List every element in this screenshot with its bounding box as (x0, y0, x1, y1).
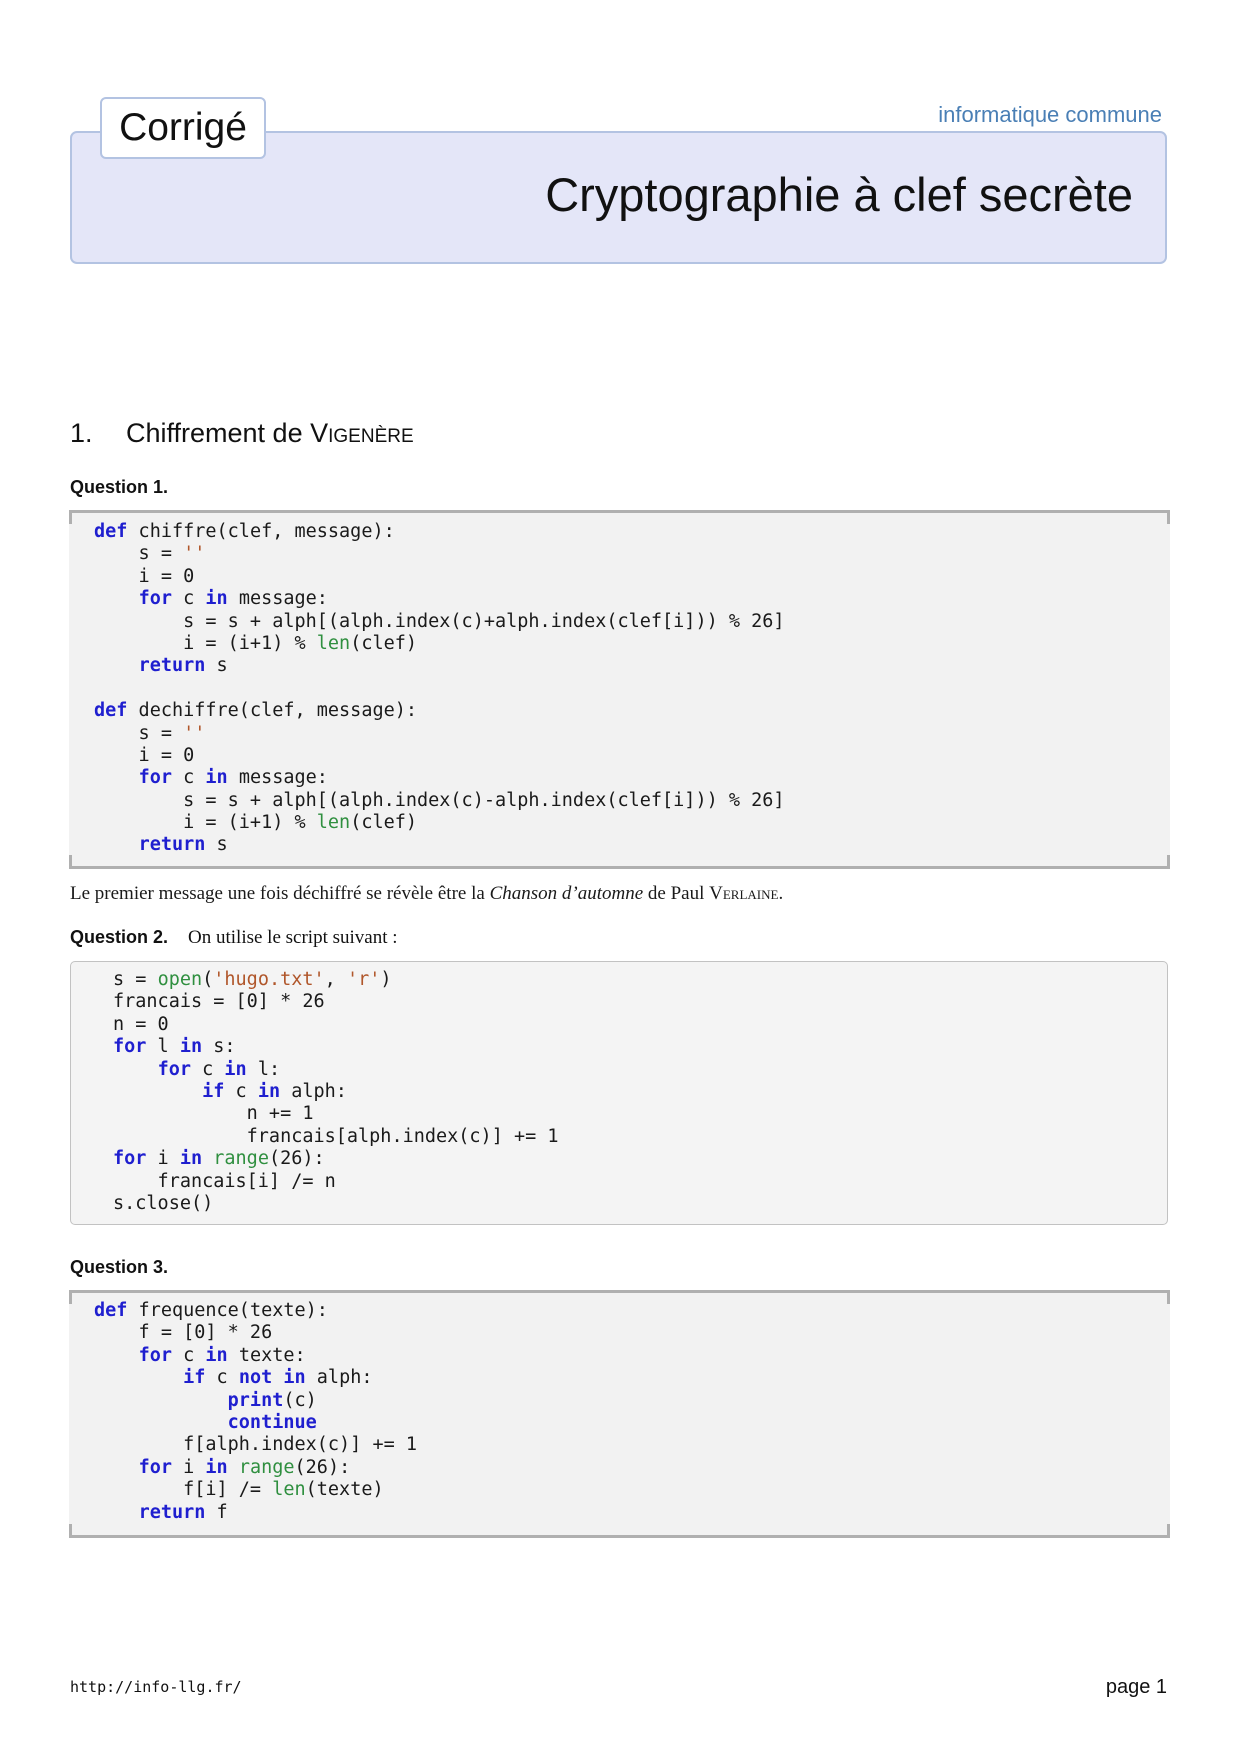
code-text: francais[alph.index(c)] += 1 (113, 1125, 559, 1147)
code-text: i (146, 1148, 180, 1170)
code-text (94, 588, 139, 609)
string-token: 'r' (346, 969, 381, 990)
code-line (94, 767, 1170, 789)
keyword-token: for (138, 1344, 172, 1366)
code-line (94, 678, 1170, 700)
code-text (94, 767, 139, 788)
remark-author: Verlaine (709, 883, 779, 904)
code-text (113, 1059, 158, 1080)
code-text: (texte) (305, 1479, 384, 1501)
code-line (113, 1193, 1167, 1215)
code-text: l: (246, 1058, 281, 1080)
code-text: s.close() (113, 1192, 214, 1214)
code-text: s = s + alph[(alph.index(c)+alph.index(clef[i])) % 26] (94, 610, 785, 632)
code-text: francais = [0] * 26 (113, 991, 325, 1013)
code-line (94, 1367, 1170, 1389)
code-text: (26): (268, 1148, 325, 1170)
keyword-token: for (157, 1058, 191, 1080)
remark-text: . (778, 883, 784, 904)
code-listing-q2 (70, 961, 1168, 1225)
string-token: 'hugo.txt' (213, 969, 325, 990)
code-text: c (171, 1344, 206, 1366)
code-line (94, 812, 1170, 834)
code-line (94, 1457, 1170, 1479)
code-text: message: (227, 588, 328, 610)
code-text: f = [0] * 26 (94, 1322, 273, 1344)
code-line (94, 1345, 1170, 1367)
code-text: texte: (227, 1344, 306, 1366)
code-line (94, 1412, 1170, 1434)
keyword-token: in (205, 767, 228, 789)
code-line (94, 1300, 1170, 1322)
question-1-label (70, 475, 168, 499)
keyword-token: in (257, 1080, 281, 1102)
code-line (113, 1014, 1167, 1036)
code-text (94, 1367, 183, 1388)
keyword-token: in (224, 1058, 247, 1080)
code-line (94, 700, 1170, 722)
code-line (113, 969, 1167, 991)
section-heading (70, 417, 414, 449)
code-line (94, 745, 1170, 767)
code-text: c (224, 1080, 258, 1102)
code-text (94, 1502, 139, 1523)
keyword-token: for (113, 1148, 147, 1170)
keyword-token: not (238, 1367, 273, 1389)
remark-text: Le premier message une fois déchiffré se révèle être la (70, 883, 490, 904)
question-label: Question 3. (70, 1257, 169, 1277)
code-line (94, 655, 1170, 677)
remark-paragraph (70, 882, 783, 906)
question-label: Question 2. (70, 927, 169, 947)
code-text: c (171, 767, 206, 789)
code-text: dechiffre(clef, message): (127, 700, 418, 722)
code-text: i = (i+1) % (94, 632, 317, 654)
code-text: (clef) (350, 632, 418, 654)
code-line (113, 1103, 1167, 1125)
question-label: Question 1. (70, 477, 169, 497)
code-text: alph: (280, 1080, 347, 1102)
builtin-token: range (238, 1456, 295, 1478)
keyword-token: if (183, 1367, 206, 1389)
builtin-token: len (316, 812, 351, 834)
code-text (94, 655, 139, 676)
code-line (94, 521, 1170, 543)
code-listing-q3 (69, 1290, 1170, 1538)
code-text: alph: (305, 1367, 373, 1389)
code-text: (c) (283, 1389, 317, 1411)
keyword-token: def (94, 700, 128, 722)
code-line (94, 566, 1170, 588)
code-line (94, 1434, 1170, 1456)
code-line (94, 1322, 1170, 1344)
question-3-label (70, 1255, 168, 1279)
code-line (113, 1148, 1167, 1170)
code-text (113, 1081, 202, 1102)
code-line (113, 1081, 1167, 1103)
code-text (94, 1345, 139, 1366)
code-text: (26): (294, 1456, 351, 1478)
keyword-token: return (138, 834, 206, 856)
code-text: f[alph.index(c)] += 1 (94, 1434, 418, 1456)
code-text (202, 1148, 213, 1169)
code-text: i (171, 1456, 206, 1478)
question-intro: On utilise le script suivant : (188, 927, 398, 948)
code-line (113, 1059, 1167, 1081)
code-text: s = (94, 722, 184, 744)
code-text: i = 0 (94, 565, 195, 587)
code-text: s (205, 655, 228, 677)
keyword-token: for (138, 1456, 172, 1478)
code-text (94, 1390, 228, 1411)
keyword-token: for (138, 588, 172, 610)
keyword-token: def (94, 1300, 128, 1321)
code-line (94, 790, 1170, 812)
code-text (94, 834, 139, 855)
code-text: c (205, 1367, 239, 1389)
code-text: s (205, 834, 228, 856)
code-listing-q1 (69, 510, 1170, 869)
code-text: f[i] /= (94, 1479, 273, 1501)
code-text (272, 1367, 283, 1388)
section-number: 1. (70, 418, 93, 448)
builtin-token: len (272, 1479, 306, 1501)
page-number: page 1 (1105, 1676, 1167, 1698)
page-title: Cryptographie à clef secrète (545, 168, 1133, 221)
code-text: s = (94, 543, 184, 565)
code-text: francais[i] /= n (113, 1170, 336, 1192)
keyword-token: return (138, 1501, 206, 1523)
code-text: message: (227, 767, 328, 789)
remark-work-title: Chanson d’automne (489, 883, 644, 904)
keyword-token: in (179, 1148, 203, 1170)
code-line (94, 834, 1170, 856)
keyword-token: in (205, 1344, 228, 1366)
keyword-token: print (227, 1389, 284, 1411)
code-line (113, 1126, 1167, 1148)
code-text (228, 1457, 239, 1478)
keyword-token: for (113, 1036, 147, 1058)
keyword-token: in (205, 588, 228, 610)
keyword-token: if (202, 1080, 225, 1102)
keyword-token: in (283, 1367, 306, 1389)
keyword-token: in (179, 1036, 203, 1058)
code-line (113, 991, 1167, 1013)
code-line (94, 633, 1170, 655)
code-text: , (324, 969, 347, 990)
code-text: i = 0 (94, 744, 195, 766)
builtin-token: len (316, 632, 351, 654)
code-text: chiffre(clef, message): (127, 521, 395, 542)
code-line (94, 1479, 1170, 1501)
section-title-name: Vigenère (310, 418, 414, 448)
code-text: c (190, 1058, 225, 1080)
code-text: i = (i+1) % (94, 812, 317, 834)
code-text: s = (113, 969, 158, 990)
section-title: Chiffrement de (126, 418, 311, 448)
code-line (113, 1171, 1167, 1193)
keyword-token: in (205, 1456, 228, 1478)
code-line (94, 543, 1170, 565)
course-label: informatique commune (938, 102, 1162, 127)
string-token: '' (183, 543, 206, 565)
footer-link[interactable]: http://info-llg.fr/ (70, 1678, 242, 1696)
code-line (94, 588, 1170, 610)
code-line (94, 1390, 1170, 1412)
code-line (94, 611, 1170, 633)
code-text: s: (202, 1036, 236, 1058)
code-text: f (205, 1501, 228, 1523)
code-text: n = 0 (113, 1013, 169, 1035)
code-text: l (146, 1036, 180, 1058)
remark-text: de Paul (643, 883, 710, 904)
code-line (94, 1502, 1170, 1524)
code-text: (clef) (350, 812, 418, 834)
builtin-token: open (157, 969, 203, 990)
corrige-badge: Corrigé (100, 97, 266, 159)
code-text: frequence(texte): (127, 1300, 328, 1321)
string-token: '' (183, 722, 206, 744)
keyword-token: def (94, 521, 128, 542)
question-2-label (70, 925, 398, 950)
keyword-token: for (138, 767, 172, 789)
code-text: s = s + alph[(alph.index(c)-alph.index(clef[i])) % 26] (94, 789, 785, 811)
keyword-token: return (138, 655, 206, 677)
code-line (113, 1036, 1167, 1058)
code-line (94, 723, 1170, 745)
code-text: c (171, 588, 206, 610)
code-text: ( (202, 969, 214, 990)
code-text (94, 1457, 139, 1478)
builtin-token: range (213, 1148, 269, 1170)
code-text (94, 1412, 228, 1433)
keyword-token: continue (227, 1411, 317, 1433)
code-text: n += 1 (113, 1103, 314, 1125)
code-text: ) (380, 969, 392, 990)
